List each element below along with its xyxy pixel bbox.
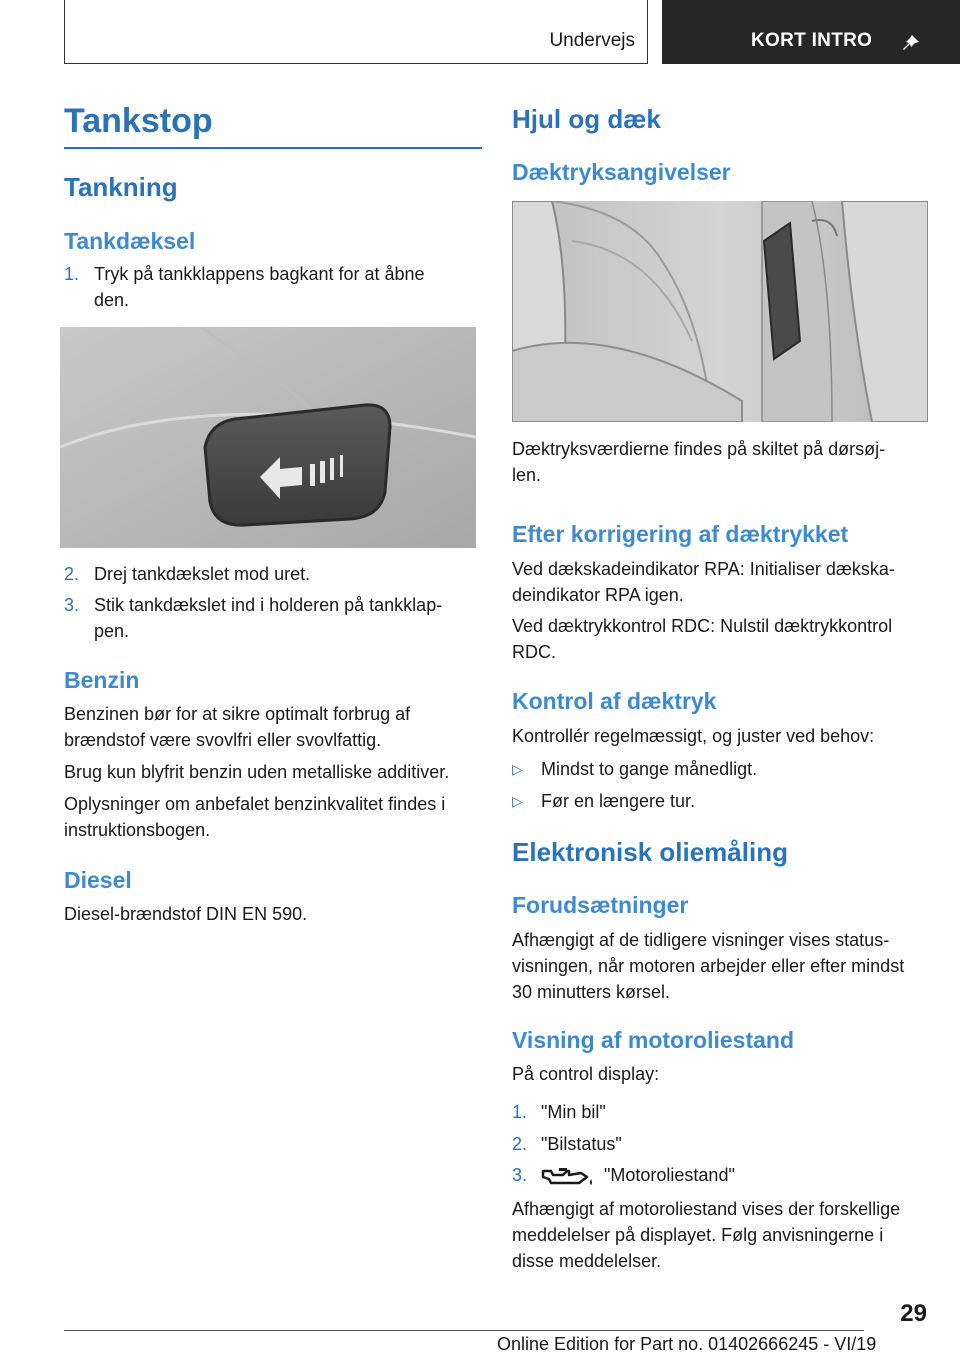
- paragraph: RDC.: [512, 642, 556, 662]
- step-number: 2.: [512, 1134, 528, 1154]
- heading-hjul-og-daek: Hjul og dæk: [512, 104, 661, 134]
- paragraph: deindikator RPA igen.: [512, 585, 684, 605]
- paragraph: Diesel-brændstof DIN EN 590.: [64, 904, 308, 924]
- paragraph: Afhængigt af de tidligere visninger vises status‐: [512, 930, 890, 950]
- step-text: den.: [94, 290, 130, 310]
- step-text: Stik tankdækslet ind i holderen på tankklap‐: [94, 595, 443, 615]
- bullet-triangle-icon: ▷: [512, 793, 523, 809]
- heading-tankdaeksel: Tankdæksel: [64, 228, 196, 254]
- chapter-label: KORT INTRO: [751, 30, 873, 51]
- heading-visning: Visning af motoroliestand: [512, 1027, 794, 1053]
- paragraph: brændstof være svovlfri eller svovlfattig.: [64, 730, 382, 750]
- footer-rule: [64, 1330, 864, 1331]
- step-number: 3.: [64, 595, 80, 615]
- bullet-triangle-icon: ▷: [512, 761, 523, 777]
- door-pillar-image: [512, 201, 928, 422]
- paragraph: instruktionsbogen.: [64, 820, 211, 840]
- paragraph: Afhængigt af motoroliestand vises der forskellige: [512, 1199, 901, 1219]
- header-chapter-tab: [662, 0, 960, 64]
- heading-daektryksangivelser: Dæktryksangivelser: [512, 159, 731, 185]
- step-text: "Min bil": [541, 1102, 606, 1122]
- paragraph: disse meddelelser.: [512, 1251, 662, 1271]
- step-number: 3.: [512, 1165, 528, 1185]
- paragraph: Ved dæktrykkontrol RDC: Nulstil dæktrykkontrol: [512, 616, 893, 636]
- step-text: "Motoroliestand": [604, 1165, 735, 1185]
- step-text: Drej tankdækslet mod uret.: [94, 564, 311, 584]
- oil-can-icon: [541, 1165, 595, 1187]
- header-section-tab: [64, 0, 648, 64]
- footer-edition: Online Edition for Part no. 01402666245 - VI/19: [497, 1334, 877, 1354]
- step-number: 1.: [512, 1102, 528, 1122]
- heading-efter-korrigering: Efter korrigering af dæktrykket: [512, 521, 849, 547]
- pushpin-icon: [900, 30, 924, 54]
- heading-benzin: Benzin: [64, 667, 140, 693]
- step-text: Tryk på tankklappens bagkant for at åbne: [94, 264, 425, 284]
- paragraph: Ved dækskadeindikator RPA: Initialiser dækska‐: [512, 559, 895, 579]
- paragraph: Benzinen bør for at sikre optimalt forbrug af: [64, 704, 411, 724]
- bullet-text: Før en længere tur.: [541, 791, 696, 811]
- step-number: 2.: [64, 564, 80, 584]
- title-rule: [64, 147, 482, 149]
- paragraph: Oplysninger om anbefalet benzinkvalitet findes i: [64, 794, 446, 814]
- paragraph: 30 minutters kørsel.: [512, 982, 671, 1002]
- heading-tankning: Tankning: [64, 172, 178, 202]
- heading-forudsaetninger: Forudsætninger: [512, 892, 689, 918]
- page-number: 29: [900, 1300, 927, 1327]
- step-text: "Bilstatus": [541, 1134, 622, 1154]
- image-caption: Dæktryksværdierne findes på skiltet på dørsøj‐: [512, 439, 886, 459]
- paragraph: visningen, når motoren arbejder eller efter mindst: [512, 956, 905, 976]
- paragraph: Kontrollér regelmæssigt, og juster ved behov:: [512, 726, 875, 746]
- paragraph: På control display:: [512, 1064, 660, 1084]
- heading-elektronisk-oliemaaling: Elektronisk oliemåling: [512, 837, 788, 867]
- step-number: 1.: [64, 264, 80, 284]
- step-text: pen.: [94, 621, 130, 641]
- bullet-text: Mindst to gange månedligt.: [541, 759, 758, 779]
- image-caption: len.: [512, 465, 542, 485]
- paragraph: meddelelser på displayet. Følg anvisningerne i: [512, 1225, 884, 1245]
- heading-kontrol: Kontrol af dæktryk: [512, 688, 717, 714]
- heading-diesel: Diesel: [64, 867, 132, 893]
- section-label: Undervejs: [549, 30, 635, 51]
- paragraph: Brug kun blyfrit benzin uden metalliske additiver.: [64, 762, 450, 782]
- page-title: Tankstop: [64, 102, 213, 140]
- fuel-flap-image: [60, 327, 476, 548]
